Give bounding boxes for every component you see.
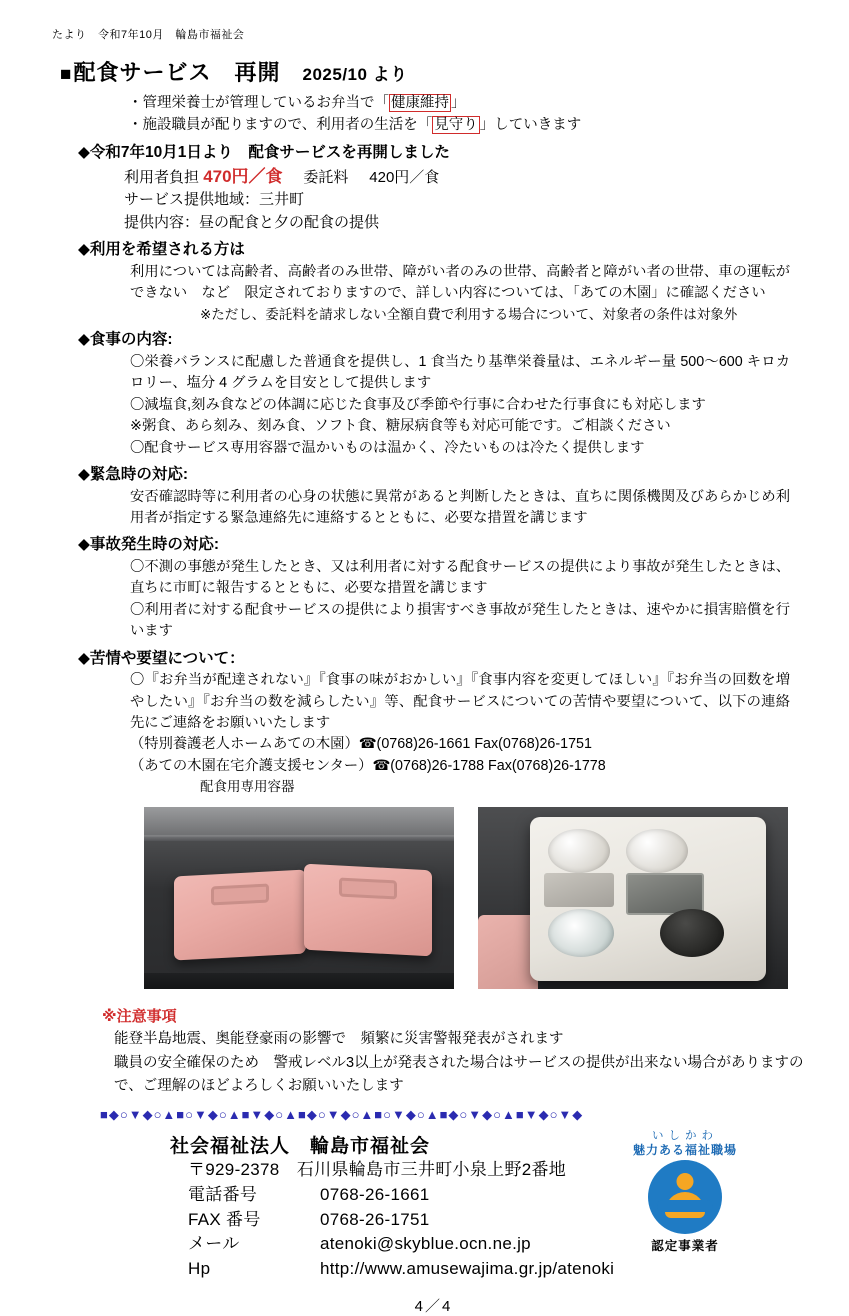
contact-line-1: （特別養護老人ホームあての木園）☎(0768)26-1661 Fax(0768)26-1751 [130,736,592,753]
page-number: 4／4 [414,1298,453,1316]
service-area: サービス提供地域：三井町 [124,191,305,209]
decorative-divider: ■◆○▼◆○▲■○▼◆○▲■▼◆○▲■◆○▼◆○▲■○▼◆○▲■◆○▼◆○▲■▼◆○▼◆ [100,1107,584,1123]
contact-line-2: （あての木園在宅介護支援センター）☎(0768)26-1788 Fax(0768)26-1778 [130,757,606,774]
footer-label-mail: メール [188,1234,240,1254]
section-heading-complaints: ◆苦情や要望について： [78,649,245,667]
complaints-body: 〇『お弁当が配達されない』『食事の味がおかしい』『食事内容を変更してほしい』『お弁当の回数を増やしたい』『お弁当の数を減らしたい』等、配食サービスについての苦情や要望について、以下の連絡先にご連絡をお願いいたします [130,672,790,731]
intro-2-tail: 」していきます [479,116,582,133]
logo-arc-text: いしかわ [652,1130,718,1143]
pink-container-left [174,869,306,960]
meal-content-line-1: 〇栄養バランスに配慮した普通食を提供し、1 食当たり基準栄養量は、エネルギー量 500〜600 キロカロリー、塩分 4 グラムを目安として提供します [130,353,790,392]
intro-line-2 [128,115,815,137]
intro-1-highlight: 健康維持 [391,95,449,111]
fee-label: 利用者負担 [124,168,200,186]
footer-value-mail[interactable]: atenoki@skyblue.ocn.ne.jp [320,1234,531,1254]
intro-1-lead: ・管理栄養士が管理しているお弁当で「 [128,95,389,111]
eligibility-note: ※ただし、委託料を請求しない全額自費で利用する場合について、対象者の条件は対象外 [200,306,738,322]
tray-dish-1 [548,829,610,873]
photo-caption: 配食用専用容器 [200,779,295,795]
logo-person-hands [657,1200,713,1212]
footer-value-fax: 0768-26-1751 [320,1209,430,1229]
footer-value-hp[interactable]: http://www.amusewajima.gr.jp/atenoki [320,1258,615,1278]
fee-amount-2: 420円／食 [369,168,440,186]
caution-line-1: 能登半島地震、奥能登豪雨の影響で 頻繁に災害警報発表がされます [114,1030,564,1047]
intro-line-1 [128,93,815,115]
caution-line-2: 職員の安全確保のため 警戒レベル3以上が発表された場合はサービスの提供が出来ない場合がありますので、ご理解のほどよろしくお願いいたします [114,1055,804,1094]
section-heading-accident: ◆事故発生時の対応: [78,536,220,554]
pink-container-edge [478,915,538,989]
intro-2-highlight: 見守り [434,116,478,133]
photo-foreground-strip [144,973,454,989]
fee-line [124,164,815,190]
section-heading-restart: ◆令和7年10月1日より 配食サービスを再開しました [78,143,450,161]
organization-address: 〒929-2378 石川県輪島市三井町小泉上野2番地 [188,1160,567,1180]
logo-mark-icon [648,1160,722,1234]
title-square-icon: ■ [60,64,72,85]
footer-block [122,1131,815,1281]
page-header: たより 令和7年10月 輪島市福祉会 [52,29,245,41]
logo-subtitle: 魅力ある福祉職場 [632,1143,737,1158]
accident-line-2: 〇利用者に対する配食サービスの提供により損害すべき事故が発生したときは、速やかに損害賠償を行います [130,601,790,640]
fee-label-2: 委託料 [303,168,349,186]
meal-tray [530,817,766,981]
organization-name: 社会福祉法人 輪島市福祉会 [170,1136,431,1158]
tray-dish-5 [548,909,614,957]
section-heading-meal-content: ◆食事の内容: [78,331,173,349]
caution-title: ※注意事項 [102,1007,177,1025]
title-text: 配食サービス 再開 [73,60,281,85]
accident-line-1: 〇不測の事態が発生したとき、又は利用者に対する配食サービスの提供により事故が発生したときは、直ちに市町に報告するとともに、必要な措置を講じます [130,558,790,597]
eligibility-body: 利用については高齢者、高齢者のみ世帯、障がい者のみの世帯、高齢者と障がい者の世帯、車の運転ができない など 限定されておりますので、詳しい内容については、「あての木園」に確認ください [130,263,790,302]
footer-value-phone: 0768-26-1661 [320,1184,430,1204]
footer-label-phone: 電話番号 [188,1184,258,1204]
footer-label-hp: Hp [188,1258,211,1278]
photo-tray [478,807,788,989]
logo-person-head [677,1173,694,1190]
photo-gallery [144,807,815,989]
photo-containers [144,807,454,989]
section-heading-emergency: ◆緊急時の対応: [78,466,189,484]
intro-2-lead: ・施設職員が配りますので、利用者の生活を「 [128,116,433,133]
pink-container-right [304,863,432,956]
meal-content-line-2: 〇減塩食,刻み食などの体調に応じた食事及び季節や行事に合わせた行事食にも対応します [130,396,706,413]
logo-caption: 認定事業者 [651,1239,719,1254]
emergency-body: 安否確認時等に利用者の心身の状態に異常があると判断したときは、直ちに関係機関及びあらかじめ利用者が指定する緊急連絡先に連絡するとともに、必要な措置を講じます [130,488,790,526]
tray-dish-6 [660,909,724,957]
title-date: 2025/10 より [302,65,408,84]
service-content: 提供内容：昼の配食と夕の配食の提供 [124,213,380,231]
footer-label-fax: FAX 番号 [188,1209,261,1229]
tray-dish-3 [544,873,614,907]
section-heading-eligibility: ◆利用を希望される方は [78,241,245,259]
fee-amount: 470円／食 [203,166,283,186]
photo-floorline [144,835,454,841]
meal-content-line-4: 〇配食サービス専用容器で温かいものは温かく、冷たいものは冷たく提供します [130,439,645,456]
footer-row-hp [188,1257,815,1282]
meal-content-line-3: ※粥食、あら刻み、刻み食、ソフト食、糖尿病食等も対応可能です。ご相談ください [130,418,671,435]
page-title [60,56,815,87]
certification-logo [615,1125,755,1259]
photo-wall [144,807,454,837]
tray-dish-2 [626,829,688,873]
intro-1-tail: 」 [451,95,466,111]
